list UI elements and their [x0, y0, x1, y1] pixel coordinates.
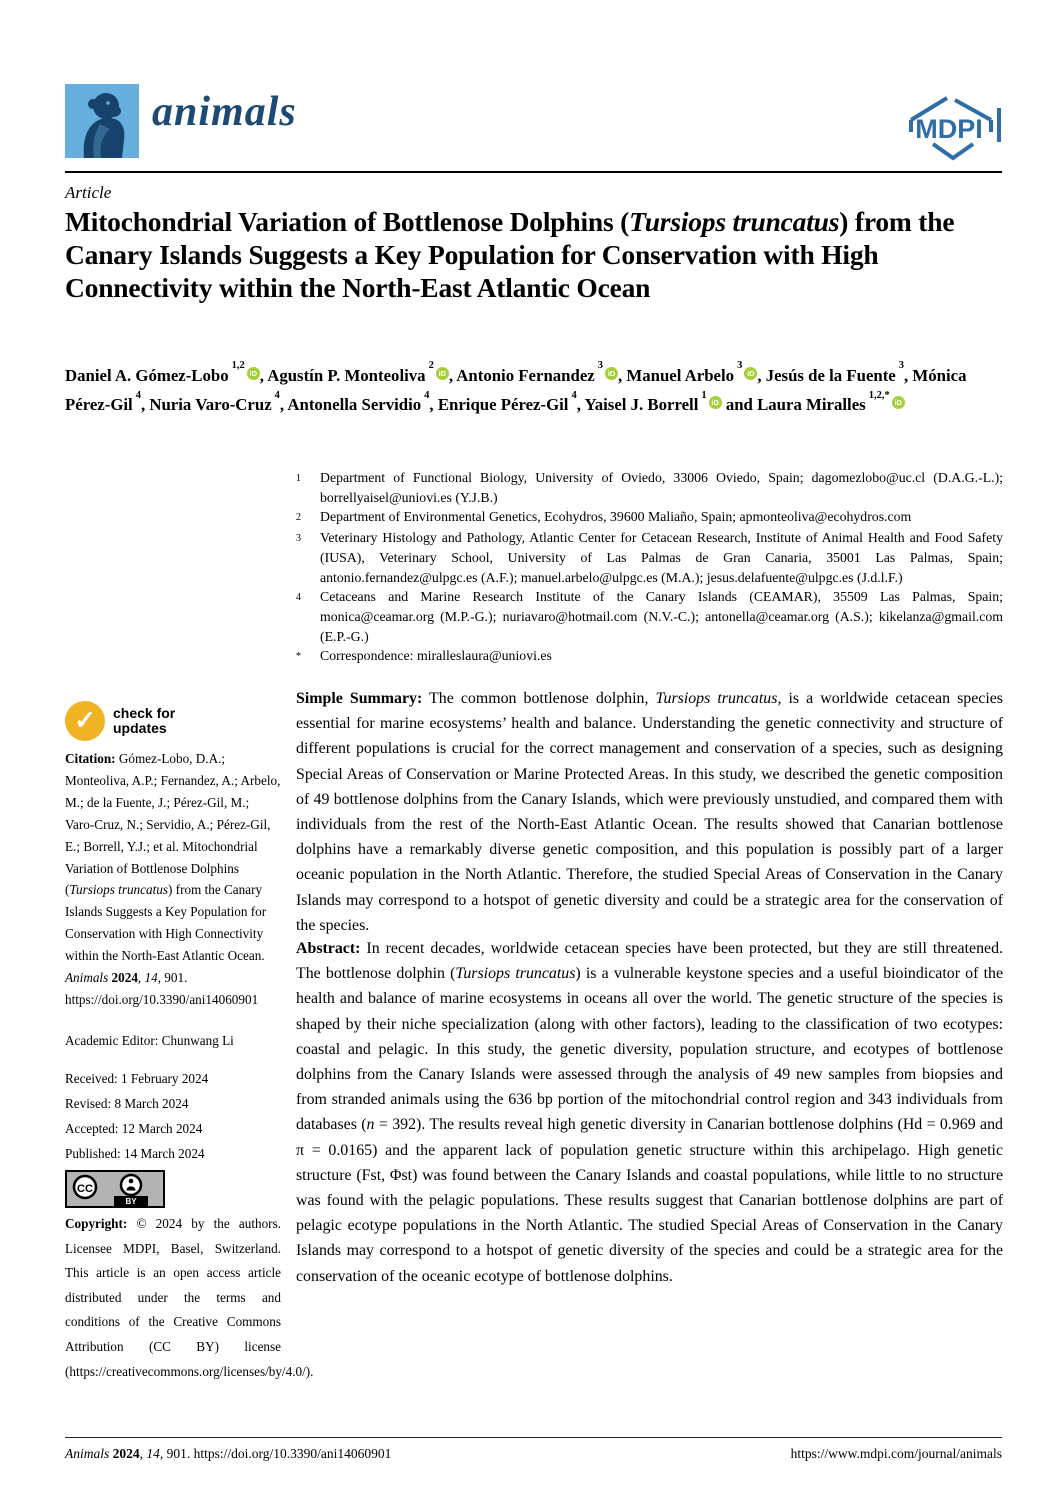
orcid-icon[interactable]: iD	[892, 396, 905, 409]
footer-journal-url[interactable]: https://www.mdpi.com/journal/animals	[790, 1446, 1002, 1461]
revised-date: Revised: 8 March 2024	[65, 1096, 189, 1111]
abstract-paragraph: Abstract: In recent decades, worldwide cetacean species have been protected, but they are still threatened. The bottlenose dolphin (Tursiops truncatus) is a vulnerable keystone species and a useful bioindicator of the health and balance of marine ecosystems in oceans all over the world. The genetic structure of the species is shaped by their niche specialization (along with other factors), leading to the classification of two ecotypes: coastal and pelagic. In this study, the genetic diversity, population structure, and ecotypes of bottlenose dolphins from the Canary Islands were assessed through the analysis of 49 new samples from biopsies and from stranded animals using the 636 bp portion of the mitochondrial control region and 343 individuals from databases (n = 392). The results reveal high genetic diversity in Canarian bottlenose dolphins (Hd = 0.969 and π = 0.0165) and the apparent lack of population genetic structure within this archipelago. High genetic structure (Fst, Φst) was found between the Canary Islands and coastal populations, while little to no structure was found with the pelagic populations. These results suggest that Canarian bottlenose dolphins are part of pelagic ecotype populations in the North Atlantic. The studied Special Areas of Conservation in the Canary Islands may correspond to a hotspot of genetic diversity of the species and could be a strategic area for the conservation of the oceanic ecotype of bottlenose dolphins.	[296, 940, 1003, 1285]
author: Enrique Pérez-Gil$^4$,	[437, 389, 585, 415]
footer-doi-link[interactable]: https://doi.org/10.3390/ani14060901	[193, 1446, 392, 1461]
footer-rule	[65, 1437, 1002, 1438]
cc-by-license-badge[interactable]	[65, 1170, 165, 1208]
affiliation-marker: 1	[296, 473, 301, 484]
article-type-label: Article	[65, 183, 112, 202]
correspondence-email[interactable]: miralleslaura@uniovi.es	[416, 648, 552, 664]
simple-summary-paragraph: Simple Summary: The common bottlenose dolphin, Tursiops truncatus, is a worldwide cetacean species essential for marine ecosystems’ health and balance. Understanding the genetic connectivity and structure of different populations is crucial for the correct management and conservation of a species, such as designing Special Areas of Conservation or Marine Protected Areas. In this study, we described the genetic composition of 49 bottlenose dolphins from the Canary Islands, which were previously unstudied, and compared them with individuals from the rest of the North-East Atlantic Ocean. The results showed that Canarian bottlenose dolphins have a remarkably diverse genetic composition, and this population is possibly part of a larger oceanic population in the North Atlantic. Therefore, the studied Special Areas of Conservation in the Canary Islands may correspond to a hotspot of genetic diversity and could be a strategic area for the conservation of the species.	[296, 690, 1003, 934]
affiliation-text: Veterinary Histology and Pathology, Atlantic Center for Cetacean Research, Institute of Animal Health and Food Safety (IUSA), Veterinary School, University of Las Palmas de Gran Canaria, 35001 Las Palmas, Spain; antonio.fernandez@ulpgc.es (A.F.); manuel.arbelo@ulpgc.es (M.A.); jesus.delafuente@ulpgc.es (J.d.l.F.)	[320, 530, 1003, 585]
correspondence-marker: *	[296, 651, 301, 663]
authors-line	[65, 359, 1002, 418]
author: Daniel A. Gómez-Lobo$^{1,2}$iD ,	[65, 360, 268, 385]
affiliation-marker: 4	[296, 592, 301, 604]
affiliation-marker: 3	[296, 533, 301, 545]
orcid-icon[interactable]: iD	[605, 367, 618, 380]
journal-name: animals	[152, 89, 297, 135]
correspondence-item	[296, 646, 1003, 667]
cc-icon: CC	[77, 1183, 93, 1195]
author: Mónica Pérez-Gil$^4$,	[65, 365, 967, 415]
check-icon: ✓	[65, 701, 105, 741]
page-title: Mitochondrial Variation of Bottlenose Dolphins (Tursiops truncatus) from the Canary Islands Suggests a Key Population for Conservation with High Connectivity within the North-East Atlantic Ocean	[65, 206, 955, 303]
affiliation-text: Cetaceans and Marine Research Institute of the Canary Islands (CEAMAR), 35509 Las Palmas, Spain; monica@ceamar.org (M.P.-G.); nuriavaro@hotmail.com (N.V.-C.); antonella@ceamar.org (A.S.); kikelanza@gmail.com (E.P.-G.)	[320, 589, 1003, 644]
footer	[65, 1446, 1002, 1462]
affiliations	[296, 468, 1003, 667]
academic-editor-line: Academic Editor: Chunwang Li	[65, 1033, 234, 1048]
author: Manuel Arbelo$^3$iD ,	[626, 360, 766, 385]
animals-logo[interactable]	[65, 84, 139, 158]
correspondence-text: Correspondence: miralleslaura@uniovi.es	[320, 648, 552, 664]
mdpi-logo-text: MDPI	[915, 114, 983, 144]
author: Antonio Fernandez$^3$iD ,	[456, 360, 627, 385]
orcid-icon[interactable]: iD	[436, 367, 449, 380]
header-rule	[65, 171, 1002, 173]
author: Yaisel J. Borrell$^1$iD and	[584, 389, 758, 415]
affiliation-item	[296, 507, 1003, 528]
by-label: BY	[125, 1197, 137, 1206]
author: Laura Miralles$^{1,2,*}$iD	[757, 395, 905, 414]
orcid-icon[interactable]: iD	[709, 396, 722, 409]
check-for-updates-badge[interactable]	[65, 701, 281, 741]
affiliation-item	[296, 587, 1003, 646]
copyright-block: Copyright: © 2024 by the authors. Licensee MDPI, Basel, Switzerland. This article is an open access article distributed under the terms and conditions of the Creative Commons Attribution (CC BY) license (https://creativecommons.org/licenses/by/4.0/).	[65, 1216, 314, 1379]
author: Nuria Varo-Cruz$^4$,	[149, 389, 288, 415]
affiliation-item	[296, 528, 1003, 587]
published-date: Published: 14 March 2024	[65, 1146, 205, 1161]
affiliation-text: Department of Environmental Genetics, Ecohydros, 39600 Maliaño, Spain; apmonteoliva@ecohydros.com	[320, 509, 912, 525]
affiliation-item	[296, 468, 1003, 507]
author: Antonella Servidio$^4$,	[287, 389, 438, 415]
check-updates-label: check for updates	[113, 705, 176, 736]
monkey-icon	[70, 90, 134, 158]
orcid-icon[interactable]: iD	[247, 367, 260, 380]
citation-block: Citation: Gómez-Lobo, D.A.; Monteoliva, A.P.; Fernandez, A.; Arbelo, M.; de la Fuente, J.; Pérez-Gil, M.; Varo-Cruz, N.; Servidio, A.; Pérez-Gil, E.; Borrell, Y.J.; et al. Mitochondrial Variation of Bottlenose Dolphins (Tursiops truncatus) from the Canary Islands Suggests a Key Population for Conservation with High Connectivity within the North-East Atlantic Ocean. Animals 2024, 14, 901. https://doi.org/10.3390/ani14060901	[65, 751, 281, 1007]
accepted-date: Accepted: 12 March 2024	[65, 1121, 203, 1136]
received-date: Received: 1 February 2024	[65, 1071, 209, 1086]
author: Agustín P. Monteoliva$^2$iD ,	[267, 360, 457, 385]
footer-citation: Animals 2024, 14, 901. https://doi.org/10.3390/ani14060901	[65, 1446, 392, 1461]
affiliation-text: Department of Functional Biology, University of Oviedo, 33006 Oviedo, Spain; dagomezlobo@uc.cl (D.A.G.-L.); borrellyaisel@uniovi.es (Y.J.B.)	[320, 470, 1003, 505]
affiliation-marker: 2	[296, 512, 301, 524]
dates-block	[65, 1066, 281, 1166]
citation-doi-link[interactable]: https://doi.org/10.3390/ani14060901	[65, 991, 259, 1007]
author: Jesús de la Fuente$^3$,	[765, 360, 913, 385]
mdpi-logo[interactable]	[903, 90, 1003, 164]
orcid-icon[interactable]: iD	[744, 367, 757, 380]
